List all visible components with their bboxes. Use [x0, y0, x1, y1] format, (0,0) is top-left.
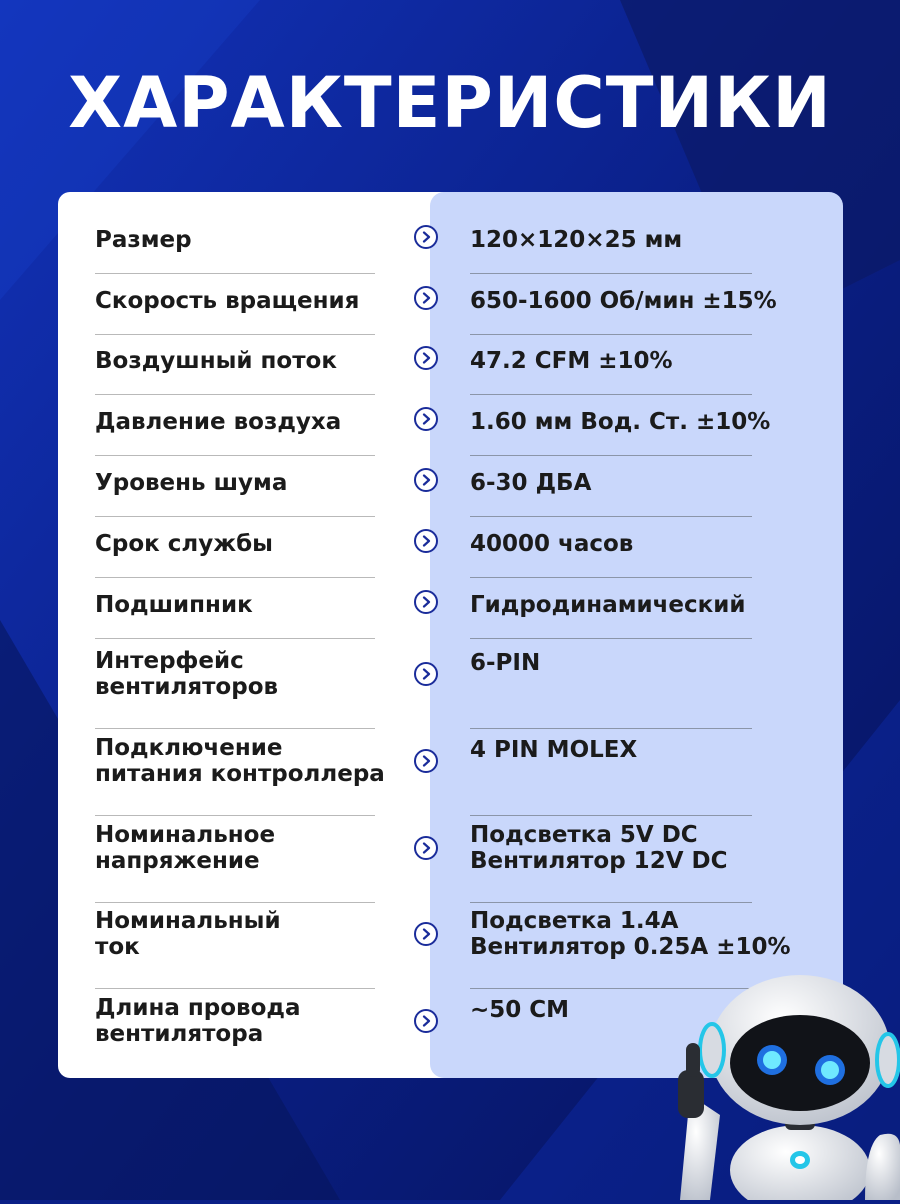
chevron-circle-icon: [414, 468, 438, 492]
chevron-circle-icon: [414, 225, 438, 249]
spec-value: 1.60 мм Вод. Ст. ±10%: [470, 409, 771, 435]
spec-row: [58, 222, 843, 266]
spec-value: 6-PIN: [470, 650, 541, 676]
spec-value: 6-30 ДБА: [470, 470, 592, 496]
row-divider: [95, 902, 375, 903]
spec-label: Воздушный поток: [95, 348, 337, 374]
row-divider: [95, 728, 375, 729]
row-divider: [470, 334, 752, 335]
row-divider: [95, 638, 375, 639]
spec-row: [58, 587, 843, 631]
chevron-circle-icon: [414, 529, 438, 553]
chevron-circle-icon: [414, 346, 438, 370]
spec-row: [58, 465, 843, 509]
page-title: ХАРАКТЕРИСТИКИ: [68, 62, 832, 144]
spec-label: Номинальный ток: [95, 908, 281, 960]
row-divider: [470, 902, 752, 903]
row-divider: [95, 455, 375, 456]
spec-value: 40000 часов: [470, 531, 634, 557]
spec-row: [58, 735, 843, 805]
row-divider: [470, 577, 752, 578]
chevron-circle-icon: [414, 407, 438, 431]
chevron-circle-icon: [414, 749, 438, 773]
spec-row: [58, 343, 843, 387]
spec-label: Скорость вращения: [95, 288, 360, 314]
row-divider: [470, 516, 752, 517]
chevron-circle-icon: [414, 286, 438, 310]
chevron-circle-icon: [414, 836, 438, 860]
spec-row: [58, 283, 843, 327]
spec-value: 47.2 CFM ±10%: [470, 348, 673, 374]
chevron-circle-icon: [414, 922, 438, 946]
spec-label: Номинальное напряжение: [95, 822, 276, 874]
specs-card: [58, 192, 843, 1078]
spec-label: Срок службы: [95, 531, 273, 557]
row-divider: [470, 273, 752, 274]
spec-label: Интерфейс вентиляторов: [95, 648, 279, 700]
spec-value: 4 PIN MOLEX: [470, 737, 638, 763]
chevron-circle-icon: [414, 662, 438, 686]
spec-label: Размер: [95, 227, 192, 253]
chevron-circle-icon: [414, 1009, 438, 1033]
row-divider: [470, 815, 752, 816]
row-divider: [470, 638, 752, 639]
row-divider: [95, 577, 375, 578]
row-divider: [95, 516, 375, 517]
row-divider: [95, 988, 375, 989]
spec-label: Длина провода вентилятора: [95, 995, 301, 1047]
spec-value: 650-1600 Об/мин ±15%: [470, 288, 777, 314]
chevron-circle-icon: [414, 590, 438, 614]
spec-label: Подшипник: [95, 592, 253, 618]
spec-label: Уровень шума: [95, 470, 288, 496]
spec-value: 120×120×25 мм: [470, 227, 683, 253]
spec-row: [58, 822, 843, 892]
row-divider: [470, 728, 752, 729]
row-divider: [470, 455, 752, 456]
spec-value: Подсветка 1.4A Вентилятор 0.25A ±10%: [470, 908, 791, 960]
spec-value: ~50 СМ: [470, 997, 570, 1023]
row-divider: [95, 815, 375, 816]
spec-row: [58, 404, 843, 448]
spec-value: Подсветка 5V DC Вентилятор 12V DC: [470, 822, 728, 874]
spec-label: Подключение питания контроллера: [95, 735, 385, 787]
spec-row: [58, 648, 843, 718]
row-divider: [95, 334, 375, 335]
robot-mascot-icon: [640, 965, 900, 1200]
spec-row: [58, 526, 843, 570]
row-divider: [470, 394, 752, 395]
spec-value: Гидродинамический: [470, 592, 746, 618]
row-divider: [95, 273, 375, 274]
row-divider: [95, 394, 375, 395]
spec-label: Давление воздуха: [95, 409, 342, 435]
